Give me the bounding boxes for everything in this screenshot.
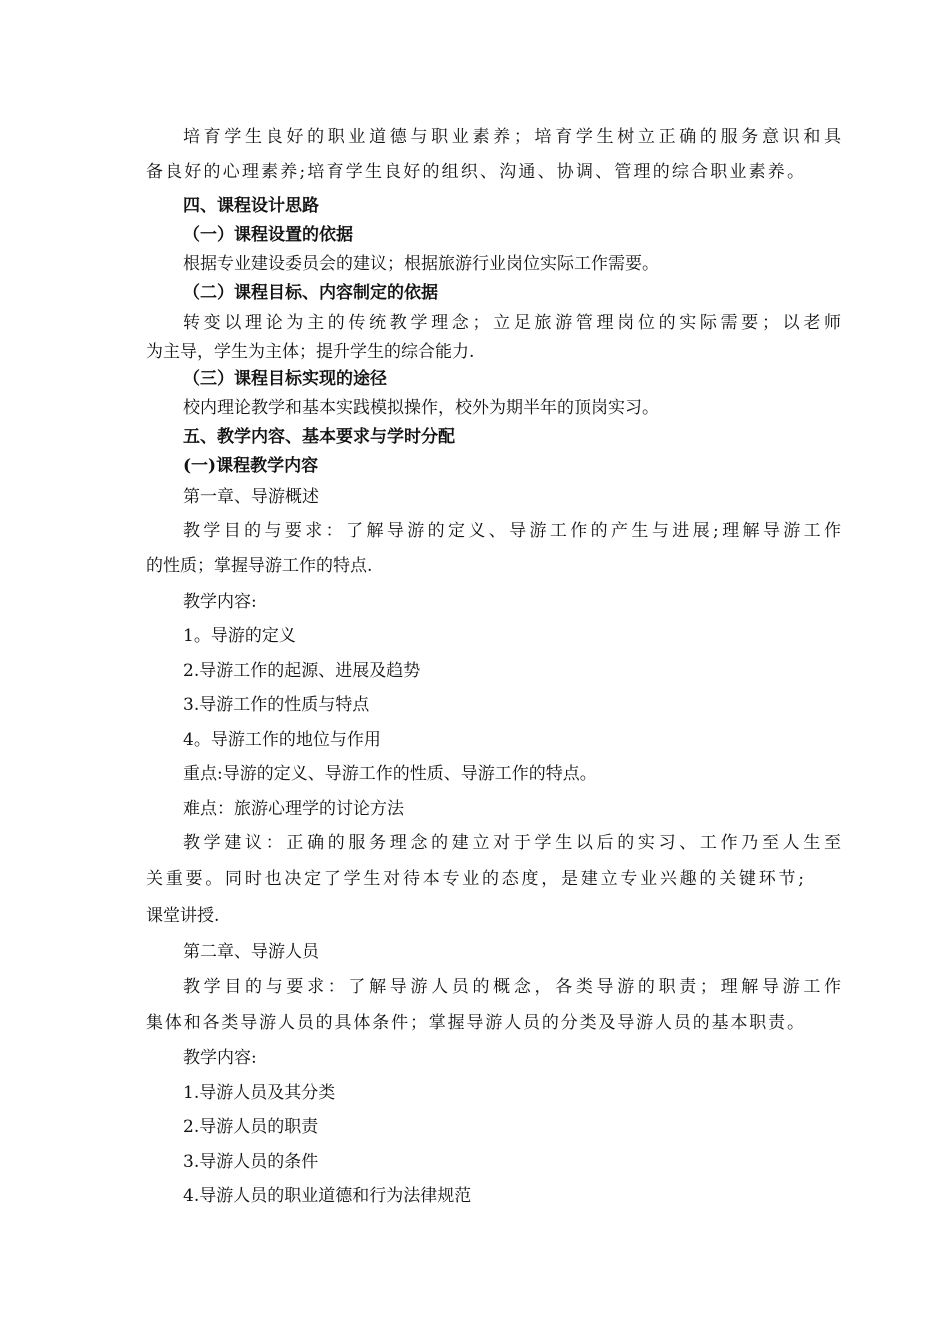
list-item: 2.导游人员的职责 xyxy=(183,1117,319,1137)
text-line: 教学目的与要求：了解导游人员的概念，各类导游的职责；理解导游工作 xyxy=(183,977,841,997)
text-line: 根据专业建设委员会的建议；根据旅游行业岗位实际工作需要。 xyxy=(183,254,659,274)
section-heading: 五、教学内容、基本要求与学时分配 xyxy=(183,427,455,447)
list-item: 4.导游人员的职业道德和行为法律规范 xyxy=(183,1186,472,1206)
text-line: 教学内容: xyxy=(183,1048,257,1068)
text-line: 校内理论教学和基本实践模拟操作，校外为期半年的顶岗实习。 xyxy=(183,398,659,418)
subsection-heading: （三）课程目标实现的途径 xyxy=(183,369,387,389)
text-line: 重点:导游的定义、导游工作的性质、导游工作的特点。 xyxy=(183,764,597,784)
text-line: 集体和各类导游人员的具体条件；掌握导游人员的分类及导游人员的基本职责。 xyxy=(146,1013,804,1033)
list-item: 3.导游工作的性质与特点 xyxy=(183,695,370,715)
text-line: 备良好的心理素养;培育学生良好的组织、沟通、协调、管理的综合职业素养。 xyxy=(146,162,804,182)
section-heading: 四、课程设计思路 xyxy=(183,196,319,216)
text-line: 培育学生良好的职业道德与职业素养；培育学生树立正确的服务意识和具 xyxy=(183,127,841,147)
text-line: 关重要。同时也决定了学生对待本专业的态度，是建立专业兴趣的关键环节; xyxy=(146,869,804,889)
text-line: 难点：旅游心理学的讨论方法 xyxy=(183,799,404,819)
text-line: 的性质；掌握导游工作的特点. xyxy=(146,556,373,576)
subsection-heading: (一)课程教学内容 xyxy=(183,456,319,476)
list-item: 2.导游工作的起源、进展及趋势 xyxy=(183,661,421,681)
list-item: 4。导游工作的地位与作用 xyxy=(183,730,381,750)
list-item: 3.导游人员的条件 xyxy=(183,1152,319,1172)
subsection-heading: （二）课程目标、内容制定的依据 xyxy=(183,283,438,303)
text-line: 课堂讲授. xyxy=(146,906,220,926)
list-item: 1.导游人员及其分类 xyxy=(183,1083,336,1103)
text-line: 教学目的与要求：了解导游的定义、导游工作的产生与进展;理解导游工作 xyxy=(183,521,841,541)
chapter-title: 第一章、导游概述 xyxy=(183,487,319,507)
text-line: 转变以理论为主的传统教学理念；立足旅游管理岗位的实际需要；以老师 xyxy=(183,313,841,333)
text-line: 为主导，学生为主体；提升学生的综合能力. xyxy=(146,342,475,362)
subsection-heading: （一）课程设置的依据 xyxy=(183,225,353,245)
chapter-title: 第二章、导游人员 xyxy=(183,942,319,962)
list-item: 1。导游的定义 xyxy=(183,626,296,646)
text-line: 教学内容: xyxy=(183,592,257,612)
text-line: 教学建议：正确的服务理念的建立对于学生以后的实习、工作乃至人生至 xyxy=(183,833,841,853)
